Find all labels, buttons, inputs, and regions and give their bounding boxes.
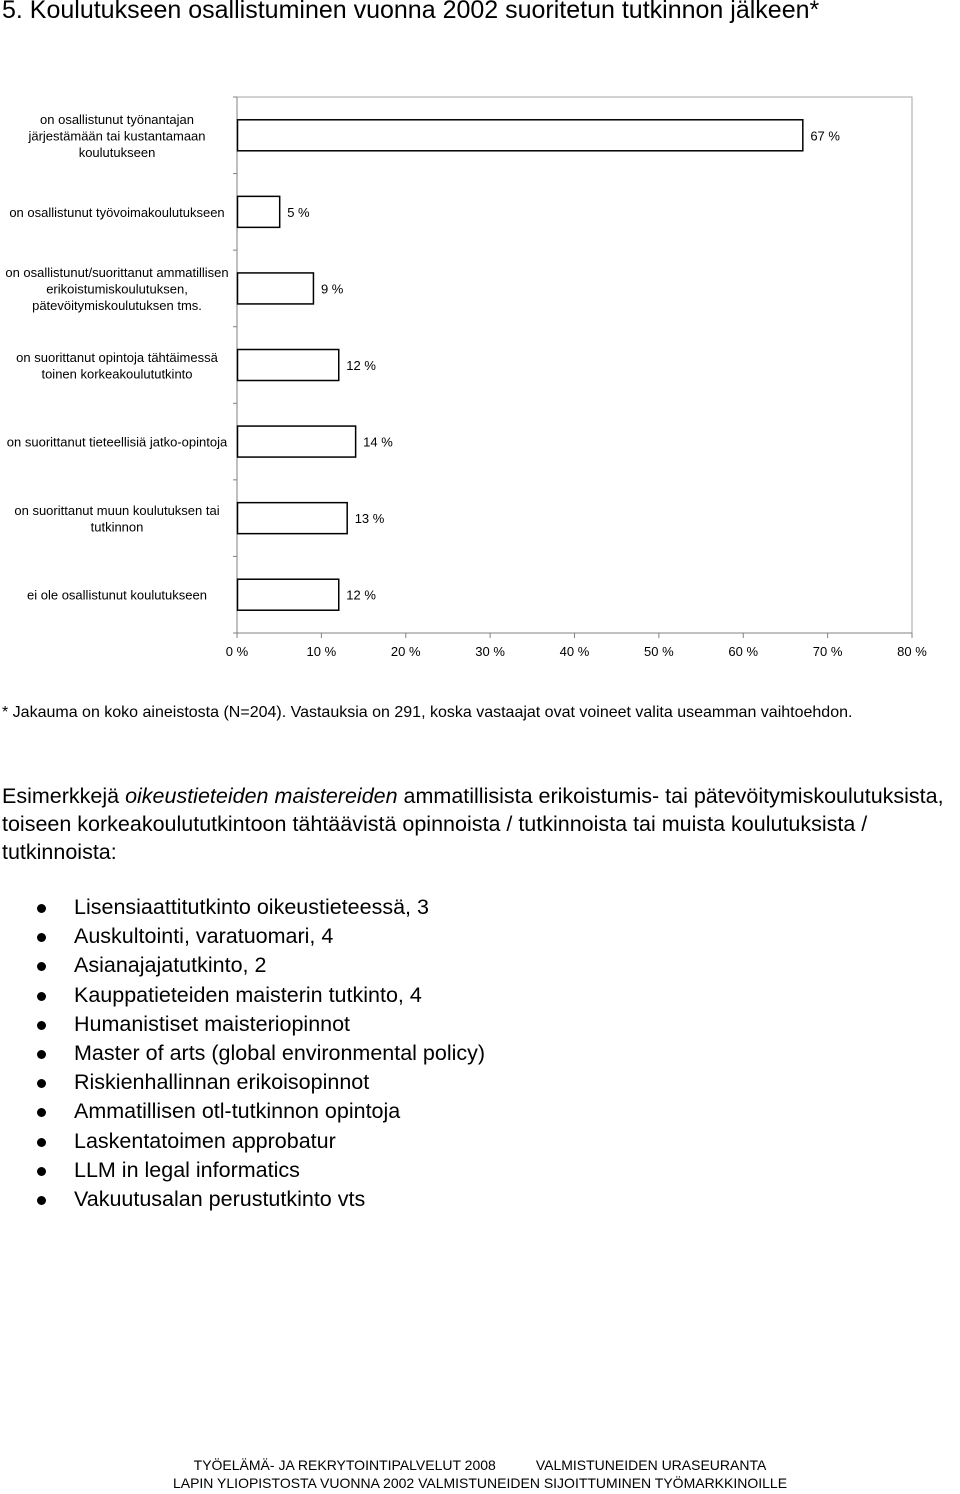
bullet-icon bbox=[37, 1196, 46, 1205]
list-item: Ammatillisen otl-tutkinnon opintoja bbox=[0, 1097, 485, 1126]
data-label: 12 % bbox=[346, 587, 376, 603]
list-item: Asianajajatutkinto, 2 bbox=[0, 951, 485, 980]
page-title: 5. Koulutukseen osallistuminen vuonna 2002 suoritetun tutkinnon jälkeen* bbox=[2, 0, 820, 24]
bar bbox=[238, 426, 356, 457]
bullet-icon bbox=[37, 1138, 46, 1147]
footer-line-1 bbox=[0, 1457, 960, 1473]
x-tick-label: 50 % bbox=[644, 644, 674, 659]
bar-chart bbox=[0, 0, 960, 670]
x-tick-label: 0 % bbox=[225, 644, 249, 659]
x-tick-label: 60 % bbox=[728, 644, 759, 659]
bullet-icon bbox=[37, 1050, 46, 1059]
bar bbox=[238, 120, 803, 151]
footer-publisher: TYÖELÄMÄ- JA REKRYTOINTIPALVELUT 2008 bbox=[193, 1457, 496, 1473]
bullet-icon bbox=[37, 1108, 46, 1117]
list-item: Auskultointi, varatuomari, 4 bbox=[0, 922, 485, 951]
category-label: ei ole osallistunut koulutukseen bbox=[27, 587, 207, 603]
data-label: 12 % bbox=[346, 358, 376, 373]
intro-paragraph bbox=[2, 782, 952, 866]
category-label: on osallistunut työnantajan järjestämään tai kustantamaan koulutukseen bbox=[28, 111, 206, 160]
footer-series: VALMISTUNEIDEN URASEURANTA bbox=[535, 1457, 767, 1473]
category-label: on suorittanut tieteellisiä jatko-opintoja bbox=[6, 434, 228, 450]
list-item: Laskentatoimen approbatur bbox=[0, 1127, 485, 1156]
list-item: LLM in legal informatics bbox=[0, 1156, 485, 1185]
examples-list bbox=[0, 893, 485, 1214]
footer-line-2: LAPIN YLIOPISTOSTA VUONNA 2002 VALMISTUNEIDEN SIJOITTUMINEN TYÖMARKKINOILLE bbox=[172, 1475, 788, 1491]
x-tick-label: 70 % bbox=[812, 644, 843, 659]
intro-emphasis: oikeustieteiden maistereiden bbox=[125, 784, 398, 808]
bar bbox=[238, 579, 339, 610]
bullet-icon bbox=[37, 904, 46, 913]
data-label: 13 % bbox=[354, 511, 385, 527]
list-item: Humanistiset maisteriopinnot bbox=[0, 1010, 485, 1039]
data-label: 9 % bbox=[320, 281, 344, 297]
category-label: on osallistunut työvoimakoulutukseen bbox=[9, 204, 225, 220]
list-item: Riskienhallinnan erikoisopinnot bbox=[0, 1068, 485, 1097]
list-item: Master of arts (global environmental policy) bbox=[0, 1039, 485, 1068]
bullet-icon bbox=[37, 992, 46, 1001]
data-label: 67 % bbox=[810, 128, 840, 144]
x-tick-label: 20 % bbox=[390, 644, 421, 659]
x-tick-label: 80 % bbox=[897, 644, 927, 659]
bar bbox=[238, 273, 314, 304]
bar bbox=[238, 196, 280, 227]
x-tick-label: 40 % bbox=[559, 644, 590, 659]
data-label: 5 % bbox=[287, 204, 310, 220]
bullet-icon bbox=[37, 1079, 46, 1088]
list-item: Lisensiaattitutkinto oikeustieteessä, 3 bbox=[0, 893, 485, 922]
data-label: 14 % bbox=[363, 434, 393, 450]
x-tick-label: 30 % bbox=[475, 644, 505, 659]
intro-text-start: Esimerkkejä bbox=[2, 784, 126, 808]
bullet-icon bbox=[37, 933, 46, 942]
list-item: Kauppatieteiden maisterin tutkinto, 4 bbox=[0, 981, 485, 1010]
category-label: on suorittanut muun koulutuksen tai tutkinnon bbox=[14, 502, 220, 535]
bullet-icon bbox=[37, 1021, 46, 1030]
category-label: on osallistunut/suorittanut ammatillisen erikoistumiskoulutuksen, pätevöitymiskoulutuksen tms. bbox=[5, 264, 229, 313]
bullet-icon bbox=[37, 962, 46, 971]
bullet-icon bbox=[37, 1167, 46, 1176]
category-label: on suorittanut opintoja tähtäimessä toinen korkeakoulututkinto bbox=[16, 349, 218, 382]
x-tick-label: 10 % bbox=[306, 644, 337, 659]
bar bbox=[238, 503, 348, 534]
bar bbox=[238, 350, 339, 381]
list-item: Vakuutusalan perustutkinto vts bbox=[0, 1185, 485, 1214]
intro-text-end: ammatillisista erikoistumis- tai pätevöitymiskoulutuksista, toiseen korkeakoulututkintoon tähtäävistä opinnoista / tutkinnoista tai muista koulutuksista / tutkinnoista: bbox=[2, 784, 944, 864]
chart-footnote: * Jakauma on koko aineistosta (N=204). Vastauksia on 291, koska vastaajat ovat voineet valita useamman vaihtoehdon. bbox=[2, 704, 853, 721]
